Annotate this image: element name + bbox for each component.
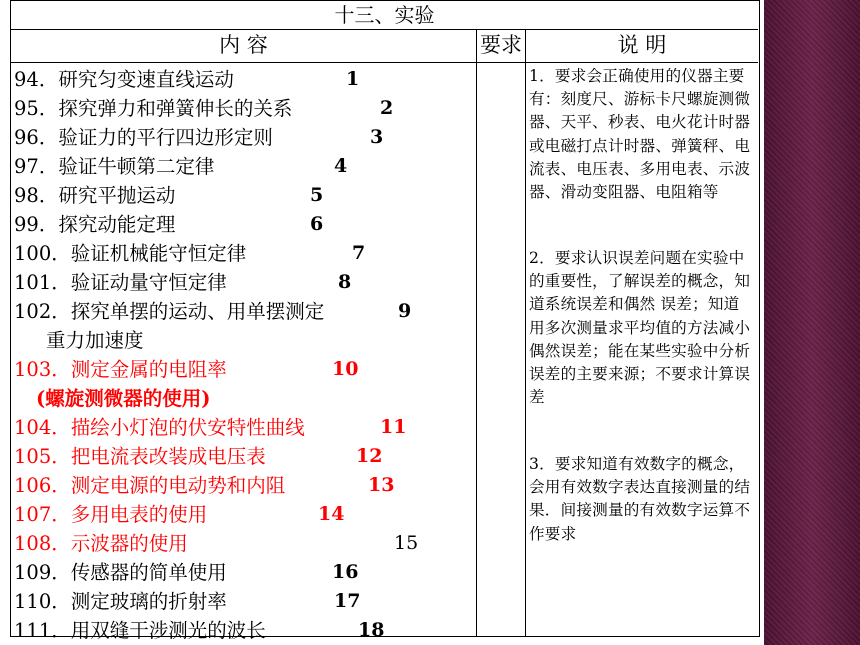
experiment-text: 102．探究单摆的运动、用单摆测定: [14, 300, 325, 323]
table-title: 十三、实验: [11, 1, 758, 30]
experiment-item: [14, 500, 474, 529]
experiment-number: 5: [310, 184, 324, 206]
experiment-text: 103．测定金属的电阻率: [14, 358, 227, 381]
decorative-side-bar: [764, 0, 860, 645]
experiment-item: [14, 239, 474, 268]
experiment-number: 8: [338, 271, 352, 293]
experiment-number: 6: [310, 213, 324, 235]
experiment-item: [14, 558, 474, 587]
experiment-item: [14, 616, 474, 645]
experiment-text: 108．示波器的使用: [14, 532, 188, 555]
experiment-number: 1: [346, 68, 360, 90]
experiment-text: 97．验证牛顿第二定律: [14, 155, 215, 178]
experiment-text: 106．测定电源的电动势和内阻: [14, 474, 286, 497]
experiment-item: [14, 152, 474, 181]
experiment-text: 104．描绘小灯泡的伏安特性曲线: [14, 416, 305, 439]
header-requirement: 要求: [480, 33, 522, 57]
experiment-text: 110．测定玻璃的折射率: [14, 590, 227, 613]
experiment-number: 7: [352, 242, 366, 264]
experiment-text: 94．研究匀变速直线运动: [14, 68, 234, 91]
experiment-number: 9: [398, 300, 412, 322]
experiment-item: [14, 65, 474, 94]
header-notes: 说 明: [617, 33, 667, 57]
experiment-text-continued: 重力加速度: [46, 329, 144, 352]
experiment-item: [14, 413, 474, 442]
experiment-number: 16: [332, 561, 359, 583]
note-significant-figures: 3．要求知道有效数字的概念，会用有效数字表达直接测量的结果．间接测量的有效数字运算不作要求: [529, 455, 751, 543]
experiment-text: 105．把电流表改装成电压表: [14, 445, 266, 468]
experiment-item: [14, 268, 474, 297]
experiment-number: 10: [332, 358, 359, 380]
experiment-text: 101．验证动量守恒定律: [14, 271, 227, 294]
experiments-table: [10, 0, 760, 642]
experiment-number: 3: [370, 126, 384, 148]
experiment-text: 99．探究动能定理: [14, 213, 176, 236]
experiment-text: 111．用双缝干涉测光的波长: [14, 619, 266, 642]
experiment-number: 11: [380, 416, 407, 438]
experiment-list: [14, 65, 474, 645]
column-divider-2: [525, 29, 526, 636]
experiment-item: [14, 210, 474, 239]
experiment-item: [14, 587, 474, 616]
experiment-item: [14, 181, 474, 210]
experiment-item: [14, 471, 474, 500]
header-content: 内 容: [219, 33, 268, 57]
experiment-number: 17: [334, 590, 361, 612]
experiment-number: 18: [358, 619, 385, 641]
experiment-text: 109．传感器的简单使用: [14, 561, 227, 584]
experiment-text: 98．研究平抛运动: [14, 184, 176, 207]
experiment-number: 14: [318, 503, 345, 525]
experiment-item: [14, 355, 474, 413]
experiment-item: [14, 123, 474, 152]
experiment-text: 107．多用电表的使用: [14, 503, 208, 526]
header-row: [11, 29, 758, 63]
experiment-item: [14, 297, 474, 355]
experiment-item: [14, 94, 474, 123]
experiment-text: 96．验证力的平行四边形定则: [14, 126, 273, 149]
experiment-item: [14, 529, 474, 558]
experiment-number: 4: [334, 155, 348, 177]
experiment-number: 2: [380, 97, 394, 119]
column-divider-1: [476, 29, 477, 636]
note-instruments: 1．要求会正确使用的仪器主要有：刻度尺、游标卡尺螺旋测微器、天平、秒表、电火花计时器或电磁打点计时器、弹簧秤、电流表、电压表、多用电表、示波器、滑动变阻器、电阻箱等: [529, 67, 751, 202]
experiment-text: 100．验证机械能守恒定律: [14, 242, 247, 265]
experiment-number: 12: [356, 445, 383, 467]
experiment-item: [14, 442, 474, 471]
experiment-text-continued: (螺旋测微器的使用): [36, 387, 211, 410]
experiment-number: 15: [394, 532, 419, 554]
experiment-text: 95．探究弹力和弹簧伸长的关系: [14, 97, 293, 120]
note-errors: 2．要求认识误差问题在实验中的重要性，了解误差的概念，知道系统误差和偶然 误差；知道用多次测量求平均值的方法减小偶然误差；能在某些实验中分析误差的主要来源；不要求计算误差: [529, 249, 751, 407]
experiment-number: 13: [368, 474, 395, 496]
